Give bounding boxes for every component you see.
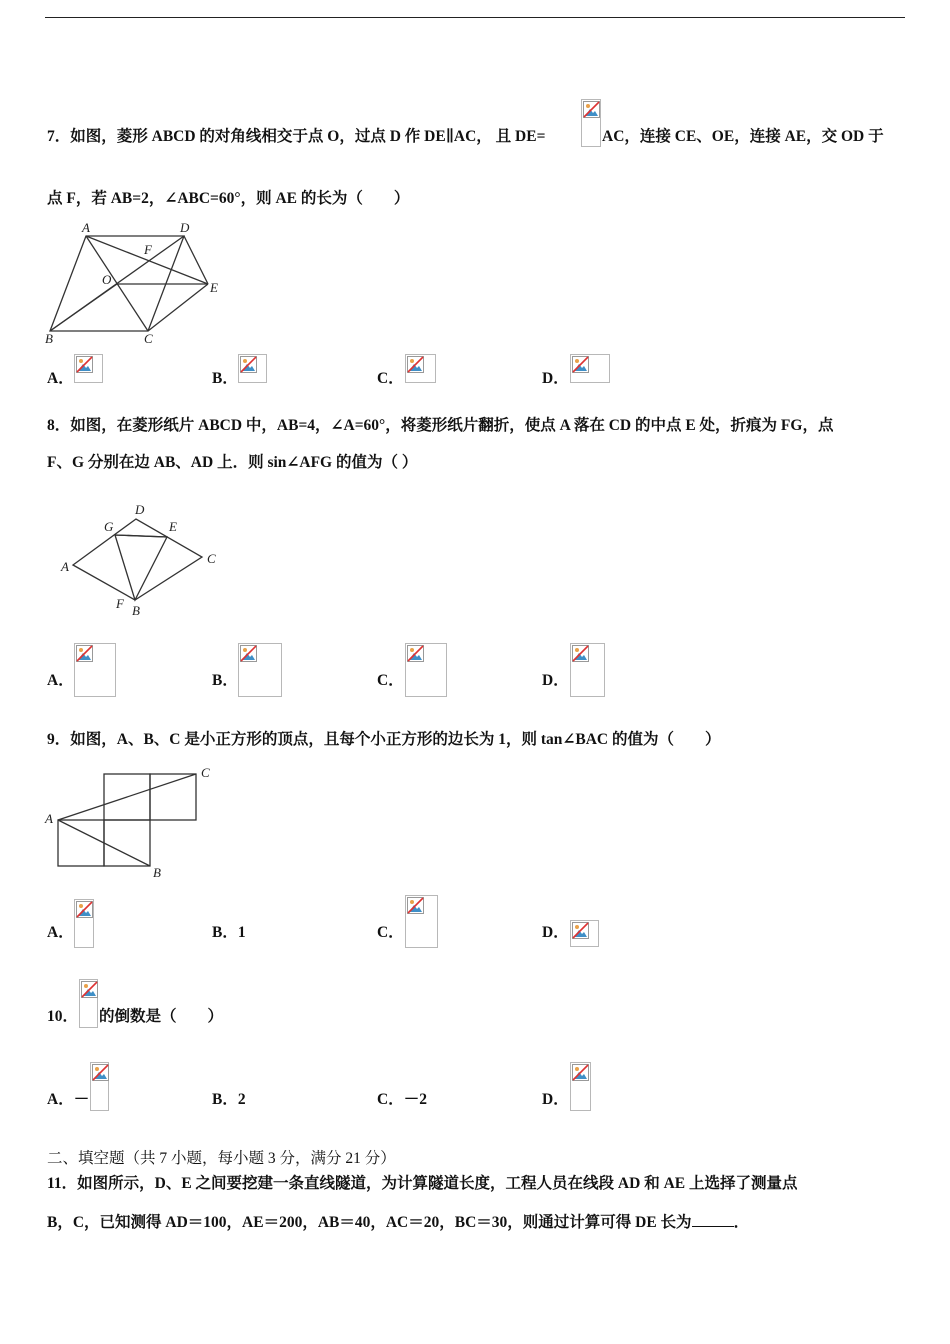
q10-expression-image [79, 979, 98, 1028]
fold-triangle [115, 535, 167, 600]
broken-image-icon [92, 1064, 109, 1081]
q7-option-a: A． [47, 370, 74, 387]
q8-line1: 8．如图，在菱形纸片 ABCD 中，AB=4，∠A=60°，将菱形纸片翻折，使点 A 落在 CD 的中点 E 处，折痕为 FG，点 [47, 417, 834, 434]
q7-option-b: B． [212, 370, 238, 387]
broken-image-icon [407, 645, 424, 662]
broken-image-icon [572, 356, 589, 373]
q7-line2: 点 F，若 AB=2，∠ABC=60°，则 AE 的长为（ ） [47, 190, 410, 207]
q9-option-b: B．1 [212, 924, 246, 941]
broken-image-icon [407, 356, 424, 373]
label-b: B [153, 865, 161, 880]
q8-line2: F、G 分别在边 AB、AD 上．则 sin∠AFG 的值为（ ） [47, 454, 418, 471]
q9-option-d-image [570, 920, 599, 947]
q8-option-c: C． [377, 672, 404, 689]
square-bottom-2 [104, 820, 150, 866]
label-c: C [144, 331, 153, 346]
broken-image-icon [572, 922, 589, 939]
q9-line1: 9．如图，A、B、C 是小正方形的顶点，且每个小正方形的边长为 1，则 tan∠BAC 的值为（ ） [47, 731, 721, 748]
broken-image-icon [76, 356, 93, 373]
q10-prefix: 10． [47, 1008, 79, 1025]
q7-line1-a: 7．如图，菱形 ABCD 的对角线相交于点 O，过点 D 作 DE∥AC， 且 DE= [47, 128, 546, 145]
label-b: B [45, 331, 53, 346]
q10-option-c: C．－2 [377, 1091, 427, 1108]
q7-line1-b: AC，连接 CE、OE，连接 AE，交 OD 于 [602, 128, 884, 145]
label-a: A [45, 811, 53, 826]
q8-option-a: A． [47, 672, 74, 689]
q8-option-c-image [405, 643, 447, 697]
label-d: D [180, 220, 190, 235]
label-d: D [135, 502, 145, 517]
header-rule [45, 17, 905, 18]
label-g: G [104, 519, 114, 534]
seg-ge [115, 535, 167, 537]
broken-image-icon [76, 645, 93, 662]
q10-option-a-image [90, 1062, 109, 1111]
q10-option-d: D． [542, 1091, 569, 1108]
broken-image-icon [76, 901, 93, 918]
q10-option-d-image [570, 1062, 591, 1111]
label-a: A [61, 559, 69, 574]
q8-option-b-image [238, 643, 282, 697]
label-o: O [102, 272, 112, 287]
label-e: E [210, 280, 218, 295]
q7-option-c: C． [377, 370, 404, 387]
q11-line1: 11．如图所示，D、E 之间要挖建一条直线隧道，为计算隧道长度，工程人员在线段 AD 和 AE 上选择了测量点 [47, 1175, 798, 1192]
broken-image-icon [81, 981, 98, 998]
q11-line2: B，C，已知测得 AD＝100，AE＝200，AB＝40，AC＝20，BC＝30，则通过计算可得 DE 长为 [47, 1214, 692, 1231]
q7-rhombus-figure [40, 218, 230, 348]
q10-suffix: 的倒数是（ ） [99, 1008, 224, 1025]
broken-image-icon [583, 101, 600, 118]
q7-fraction-image [581, 99, 601, 147]
q8-rhombus-figure [55, 497, 230, 622]
q8-option-d-image [570, 643, 605, 697]
label-e: E [169, 519, 177, 534]
q7-option-a-image [74, 354, 103, 383]
q8-option-d: D． [542, 672, 569, 689]
q9-option-c-image [405, 895, 438, 948]
q9-option-a-image [74, 899, 94, 948]
q9-grid-figure [40, 762, 225, 882]
label-c: C [207, 551, 216, 566]
q9-option-c: C． [377, 924, 404, 941]
broken-image-icon [572, 645, 589, 662]
label-c: C [201, 765, 210, 780]
q7-option-b-image [238, 354, 267, 383]
q9-option-a: A． [47, 924, 74, 941]
seg-ac [58, 774, 196, 820]
broken-image-icon [240, 356, 257, 373]
rhombus-abcd [73, 519, 202, 600]
seg-de [184, 236, 208, 284]
q7-option-d-image [570, 354, 610, 383]
q7-option-c-image [405, 354, 436, 383]
broken-image-icon [407, 897, 424, 914]
label-b: B [132, 603, 140, 618]
q11-line2-end: ． [733, 1214, 750, 1231]
label-a: A [82, 220, 90, 235]
label-f: F [116, 596, 124, 611]
seg-oe-extra [50, 284, 117, 331]
label-f: F [144, 242, 152, 257]
q9-option-d: D． [542, 924, 569, 941]
q10-option-a: A．－ [47, 1091, 90, 1108]
broken-image-icon [240, 645, 257, 662]
q7-option-d: D． [542, 370, 569, 387]
q10-option-b: B．2 [212, 1091, 246, 1108]
answer-blank[interactable] [692, 1212, 734, 1227]
square-bottom-1 [58, 820, 104, 866]
square-top-2 [150, 774, 196, 820]
section2-heading: 二、填空题（共 7 小题，每小题 3 分，满分 21 分） [47, 1150, 396, 1167]
q8-option-b: B． [212, 672, 238, 689]
q11-line2-wrap [47, 1212, 749, 1233]
q8-option-a-image [74, 643, 116, 697]
broken-image-icon [572, 1064, 589, 1081]
